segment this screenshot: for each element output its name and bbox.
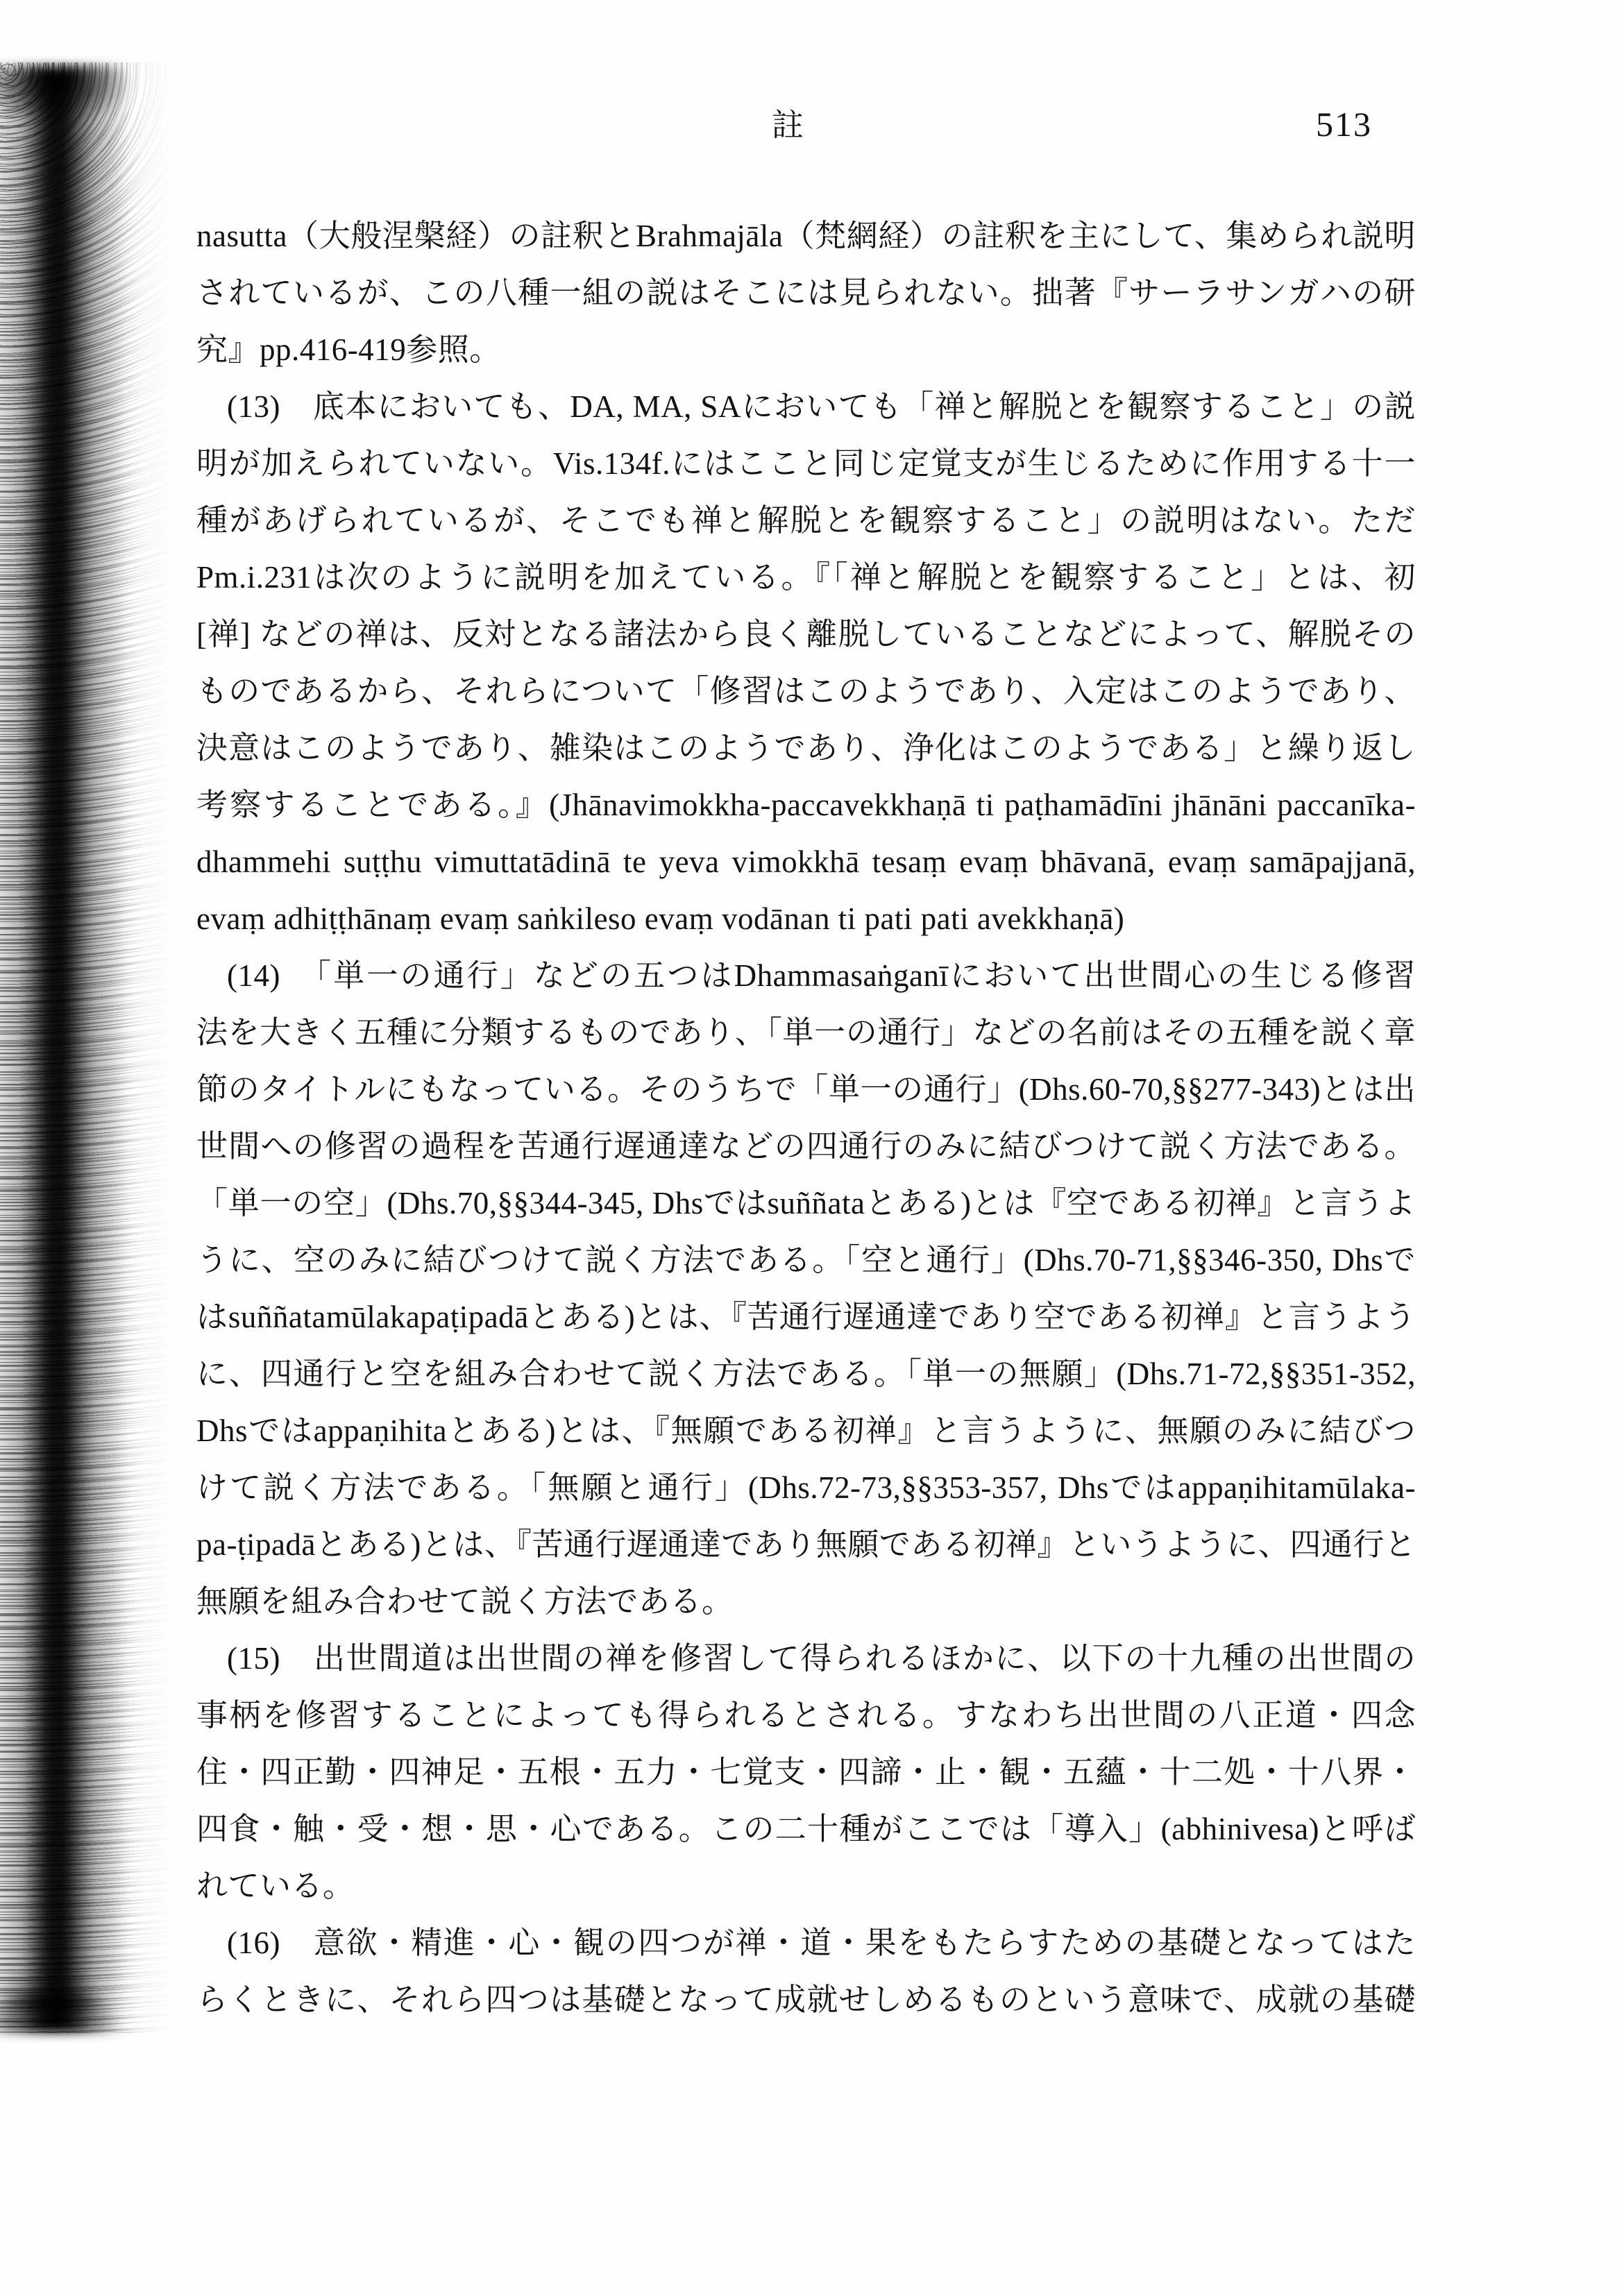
note-body [196, 207, 1416, 2028]
text-line: されているが、この八種一組の説はそこには見られない。拙著『サーラサンガハの研 [196, 275, 1416, 310]
page-number: 513 [1316, 105, 1372, 144]
text-line: 種があげられているが、そこでも禅と解脱とを観察すること」の説明はない。ただ [196, 503, 1416, 538]
text-line: (14) 「単一の通行」などの五つはDhammasaṅganīにおいて出世間心の生じる修習 [227, 958, 1416, 993]
text-line: はsuññatamūlakapaṭipadāとある)とは、『苦通行遅通達であり空である初禅』と言うよう [196, 1300, 1416, 1334]
text-line: 考察することである。』(Jhānavimokkha-paccavekkhaṇā ti paṭhamādīni jhānāni paccanīka- [196, 788, 1416, 822]
text-line: (15) 出世間道は出世間の禅を修習して得られるほかに、以下の十九種の出世間の [227, 1641, 1416, 1676]
text-line: nasutta（大般涅槃経）の註釈とBrahmajāla（梵網経）の註釈を主にして、集められ説明 [196, 219, 1416, 253]
text-line: 「単一の空」(Dhs.70,§§344-345, Dhsではsuññataとある)とは『空である初禅』と言うよ [196, 1186, 1416, 1221]
text-line: 究』pp.416-419参照。 [196, 332, 501, 367]
text-line: [禅] などの禅は、反対となる諸法から良く離脱していることなどによって、解脱その [196, 617, 1416, 652]
text-line: うに、空のみに結びつけて説く方法である。「空と通行」(Dhs.70-71,§§346-350, Dhsで [196, 1243, 1416, 1277]
text-line: 世間への修習の過程を苦通行遅通達などの四通行のみに結びつけて説く方法である。 [196, 1129, 1416, 1164]
text-line: に、四通行と空を組み合わせて説く方法である。「単一の無願」(Dhs.71-72,§§351-352, [196, 1357, 1416, 1391]
text-line: pa-ṭipadāとある)とは、『苦通行遅通達であり無願である初禅』というように、四通行と [196, 1527, 1416, 1562]
text-line: 四食・触・受・想・思・心である。この二十種がここでは「導入」(abhinivesa)と呼ば [196, 1812, 1416, 1846]
text-line: らくときに、それら四つは基礎となって成就せしめるものという意味で、成就の基礎 [196, 1982, 1416, 2017]
text-line: Dhsではappaṇihitaとある)とは、『無願である初禅』と言うように、無願のみに結びつ [196, 1413, 1416, 1448]
text-line: 無願を組み合わせて説く方法である。 [196, 1584, 734, 1619]
text-line: 法を大きく五種に分類するものであり、「単一の通行」などの名前はその五種を説く章 [196, 1015, 1416, 1050]
text-line: evaṃ adhiṭṭhānaṃ evaṃ saṅkileso evaṃ vodānan ti pati pati avekkhaṇā) [196, 901, 1125, 936]
text-line: 明が加えられていない。Vis.134f.にはここと同じ定覚支が生じるために作用する十一 [196, 446, 1416, 481]
text-line: dhammehi suṭṭhu vimuttatādinā te yeva vimokkhā tesaṃ evaṃ bhāvanā, evaṃ samāpajjanā, [196, 844, 1416, 879]
scan-shadow-bottom [0, 1983, 128, 2021]
text-line: Pm.i.231は次のように説明を加えている。『「禅と解脱とを観察すること」とは、初 [196, 560, 1416, 595]
text-line: (13) 底本においても、DA, MA, SAにおいても「禅と解脱とを観察すること」の説 [227, 389, 1416, 424]
text-line: 決意はこのようであり、雑染はこのようであり、浄化はこのようである」と繰り返し [196, 731, 1416, 765]
text-line: 住・四正勤・四神足・五根・五力・七覚支・四諦・止・観・五蘊・十二処・十八界・ [196, 1755, 1416, 1789]
text-line: けて説く方法である。「無願と通行」(Dhs.72-73,§§353-357, Dhsではappaṇihitamūlaka- [196, 1470, 1416, 1505]
text-line: れている。 [196, 1869, 355, 1903]
text-line: (16) 意欲・精進・心・観の四つが禅・道・果をもたらすための基礎となってはた [227, 1925, 1416, 1960]
text-line: ものであるから、それらについて「修習はこのようであり、入定はこのようであり、 [196, 674, 1416, 708]
text-line: 事柄を修習することによっても得られるとされる。すなわち出世間の八正道・四念 [196, 1698, 1416, 1733]
scan-noise-speckles [0, 62, 174, 2033]
running-head-title: 註 [772, 108, 804, 143]
text-line: 節のタイトルにもなっている。そのうちで「単一の通行」(Dhs.60-70,§§277-343)とは出 [196, 1072, 1416, 1107]
